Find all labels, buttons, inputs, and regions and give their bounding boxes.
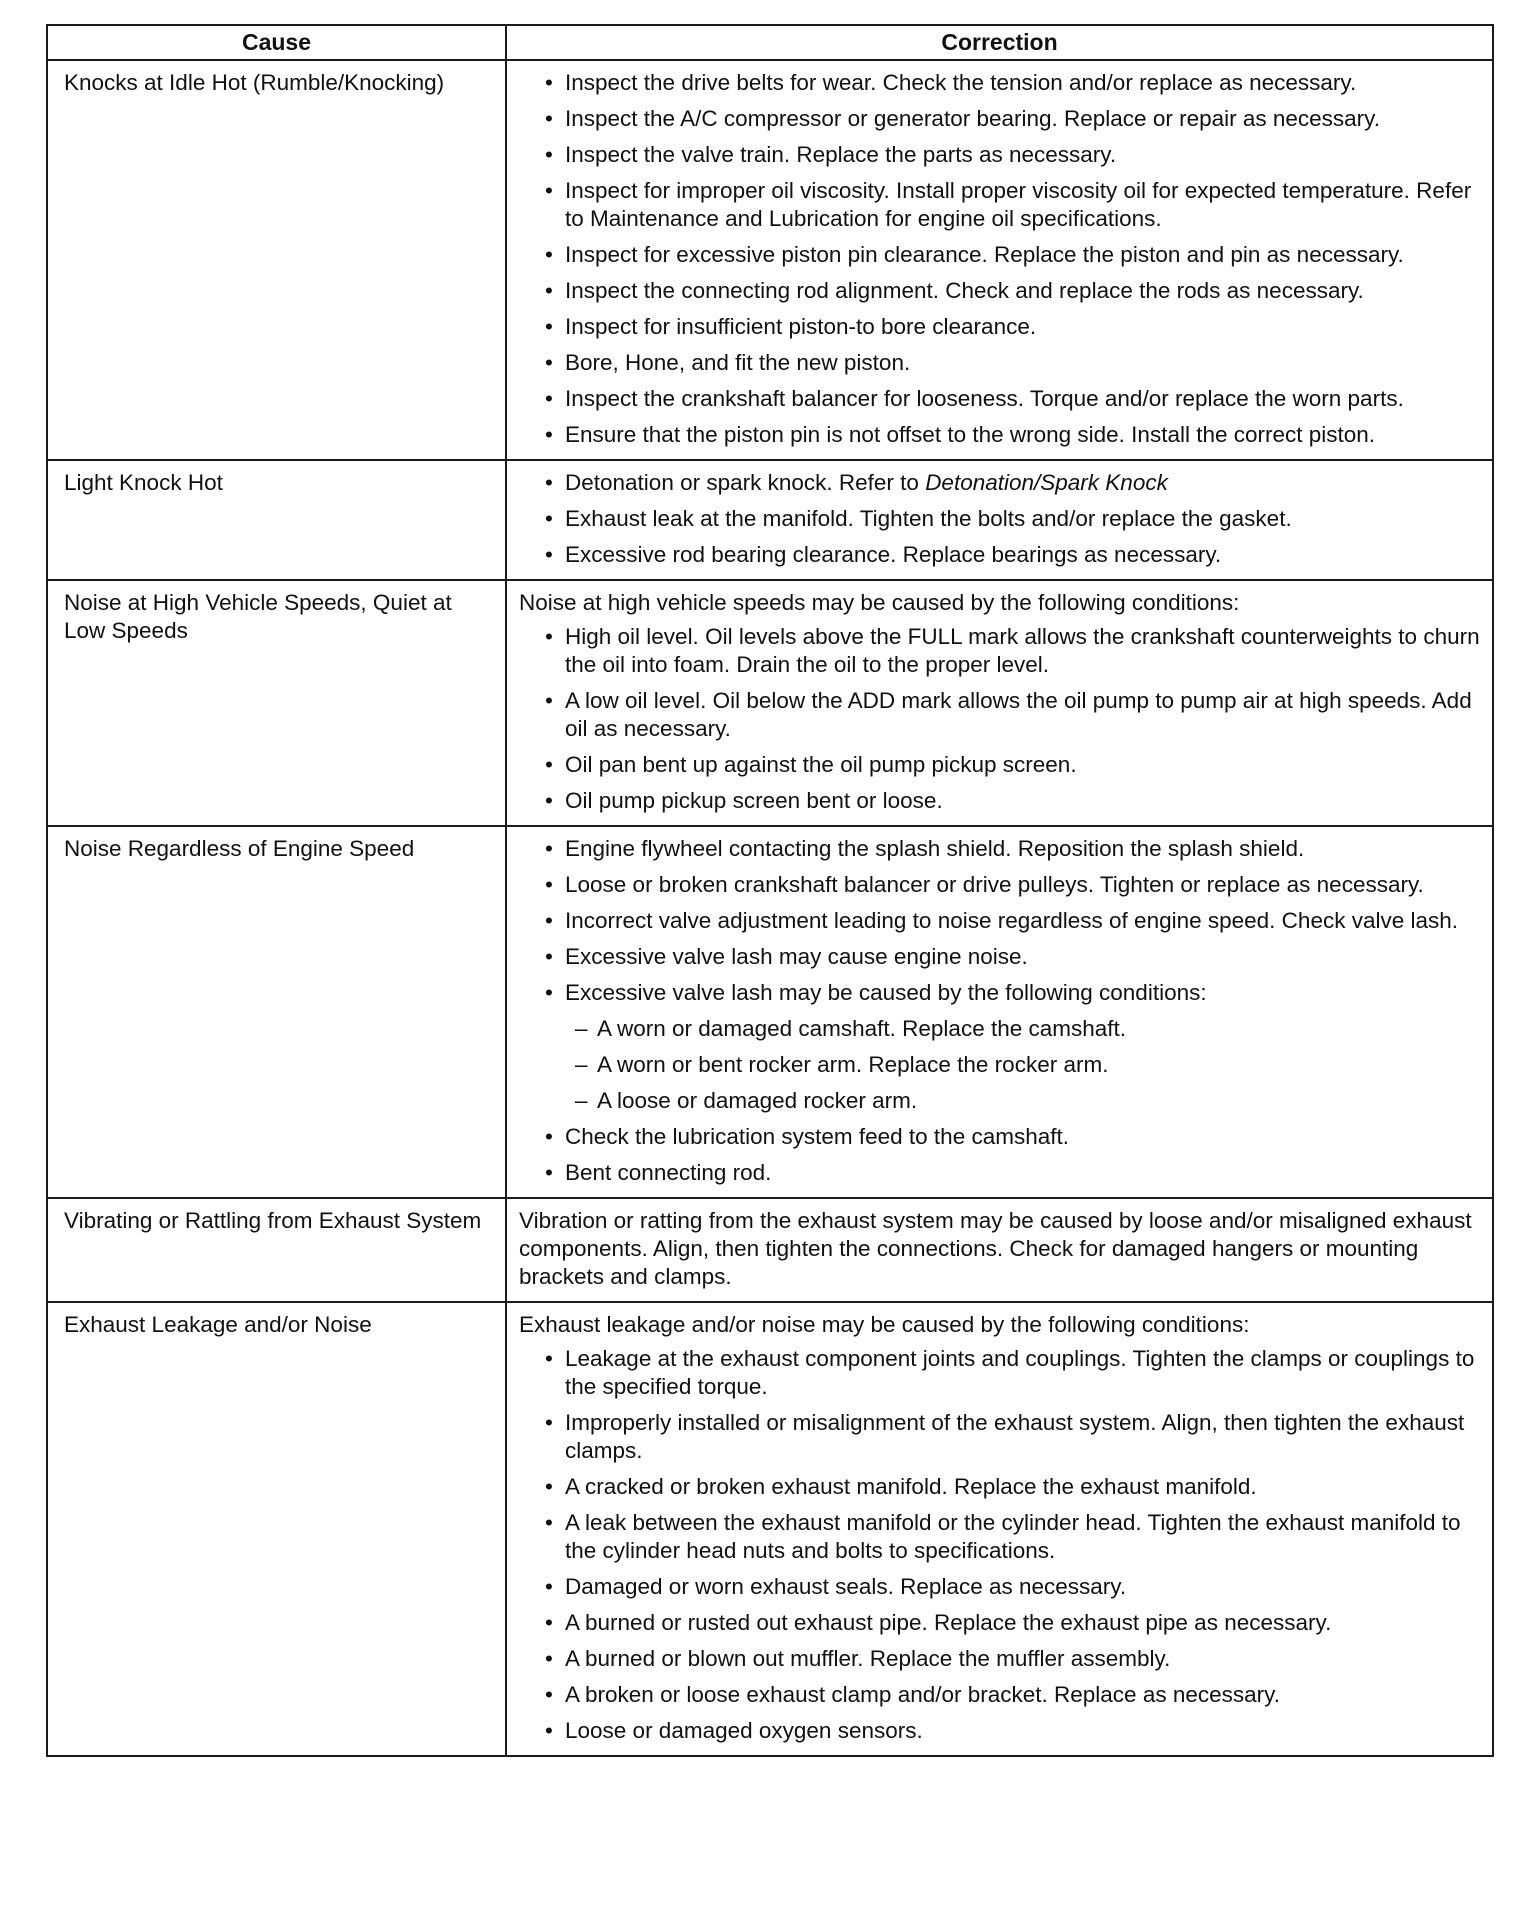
correction-cell (506, 1198, 1493, 1302)
correction-cell (506, 460, 1493, 580)
sub-list-item: – A worn or bent rocker arm. Replace the rocker arm. (565, 1051, 1482, 1079)
list-item: • Exhaust leak at the manifold. Tighten the bolts and/or replace the gasket. (519, 505, 1482, 533)
cause-cell: Noise Regardless of Engine Speed (47, 826, 506, 1198)
diagnosis-table (46, 24, 1494, 1757)
correction-list (519, 469, 1482, 569)
cause-cell: Noise at High Vehicle Speeds, Quiet at Low Speeds (47, 580, 506, 826)
list-item: • Check the lubrication system feed to the camshaft. (519, 1123, 1482, 1151)
correction-cell (506, 1302, 1493, 1756)
correction-cell (506, 826, 1493, 1198)
list-item: • Loose or broken crankshaft balancer or drive pulleys. Tighten or replace as necessary. (519, 871, 1482, 899)
list-item: • A burned or rusted out exhaust pipe. Replace the exhaust pipe as necessary. (519, 1609, 1482, 1637)
table-row (47, 580, 1493, 826)
list-item: • Leakage at the exhaust component joints and couplings. Tighten the clamps or couplings to the specified torque. (519, 1345, 1482, 1401)
cause-cell: Light Knock Hot (47, 460, 506, 580)
list-item: • High oil level. Oil levels above the FULL mark allows the crankshaft counterweights to churn the oil into foam. Drain the oil to the proper level. (519, 623, 1482, 679)
list-item: • Oil pump pickup screen bent or loose. (519, 787, 1482, 815)
list-item: • A broken or loose exhaust clamp and/or bracket. Replace as necessary. (519, 1681, 1482, 1709)
table-row (47, 1198, 1493, 1302)
table-row (47, 1302, 1493, 1756)
list-item: • Inspect for insufficient piston-to bore clearance. (519, 313, 1482, 341)
list-item: • Loose or damaged oxygen sensors. (519, 1717, 1482, 1745)
list-item: • Oil pan bent up against the oil pump pickup screen. (519, 751, 1482, 779)
sub-list (565, 1015, 1482, 1115)
list-item (519, 979, 1482, 1115)
list-item: • Inspect for excessive piston pin clearance. Replace the piston and pin as necessary. (519, 241, 1482, 269)
sub-list-item: – A loose or damaged rocker arm. (565, 1087, 1482, 1115)
table-row (47, 60, 1493, 460)
correction-list (519, 835, 1482, 1187)
correction-paragraph: Vibration or ratting from the exhaust system may be caused by loose and/or misaligned exhaust components. Align, then tighten the connections. Check for damaged hangers or mounting brackets and clamps. (519, 1208, 1472, 1289)
list-item: • A low oil level. Oil below the ADD mark allows the oil pump to pump air at high speeds. Add oil as necessary. (519, 687, 1482, 743)
cause-cell: Knocks at Idle Hot (Rumble/Knocking) (47, 60, 506, 460)
header-cause: Cause (47, 25, 506, 60)
intro-text: Exhaust leakage and/or noise may be caused by the following conditions: (519, 1312, 1250, 1337)
list-item: • Incorrect valve adjustment leading to noise regardless of engine speed. Check valve lash. (519, 907, 1482, 935)
list-item-text: Detonation or spark knock. Refer to (565, 470, 926, 495)
sub-list-item: – A worn or damaged camshaft. Replace the camshaft. (565, 1015, 1482, 1043)
cross-reference-link: Detonation/Spark Knock (925, 470, 1168, 495)
list-item: • Bore, Hone, and fit the new piston. (519, 349, 1482, 377)
list-item: • Damaged or worn exhaust seals. Replace as necessary. (519, 1573, 1482, 1601)
list-item: • A burned or blown out muffler. Replace the muffler assembly. (519, 1645, 1482, 1673)
list-item: • Inspect the drive belts for wear. Check the tension and/or replace as necessary. (519, 69, 1482, 97)
header-row (47, 25, 1493, 60)
list-item: • Inspect the A/C compressor or generator bearing. Replace or repair as necessary. (519, 105, 1482, 133)
list-item: • Inspect the valve train. Replace the parts as necessary. (519, 141, 1482, 169)
correction-cell (506, 60, 1493, 460)
list-item: • Bent connecting rod. (519, 1159, 1482, 1187)
list-item: • A leak between the exhaust manifold or the cylinder head. Tighten the exhaust manifold to the cylinder head nuts and bolts to specifications. (519, 1509, 1482, 1565)
list-item-text: Excessive valve lash may be caused by the following conditions: (565, 980, 1207, 1005)
list-item: • Engine flywheel contacting the splash shield. Reposition the splash shield. (519, 835, 1482, 863)
correction-list (519, 623, 1482, 815)
header-correction: Correction (506, 25, 1493, 60)
list-item (519, 469, 1482, 497)
list-item: • Ensure that the piston pin is not offset to the wrong side. Install the correct piston. (519, 421, 1482, 449)
list-item: • Inspect the connecting rod alignment. Check and replace the rods as necessary. (519, 277, 1482, 305)
table-row (47, 826, 1493, 1198)
cause-cell: Exhaust Leakage and/or Noise (47, 1302, 506, 1756)
list-item: • Inspect for improper oil viscosity. Install proper viscosity oil for expected temperature. Refer to Maintenance and Lubrication for engine oil specifications. (519, 177, 1482, 233)
correction-list (519, 69, 1482, 449)
list-item: • Excessive valve lash may cause engine noise. (519, 943, 1482, 971)
table-row (47, 460, 1493, 580)
cause-cell: Vibrating or Rattling from Exhaust System (47, 1198, 506, 1302)
list-item: • A cracked or broken exhaust manifold. Replace the exhaust manifold. (519, 1473, 1482, 1501)
list-item: • Improperly installed or misalignment of the exhaust system. Align, then tighten the exhaust clamps. (519, 1409, 1482, 1465)
correction-list (519, 1345, 1482, 1745)
intro-text: Noise at high vehicle speeds may be caused by the following conditions: (519, 590, 1240, 615)
correction-cell (506, 580, 1493, 826)
list-item: • Inspect the crankshaft balancer for looseness. Torque and/or replace the worn parts. (519, 385, 1482, 413)
list-item: • Excessive rod bearing clearance. Replace bearings as necessary. (519, 541, 1482, 569)
